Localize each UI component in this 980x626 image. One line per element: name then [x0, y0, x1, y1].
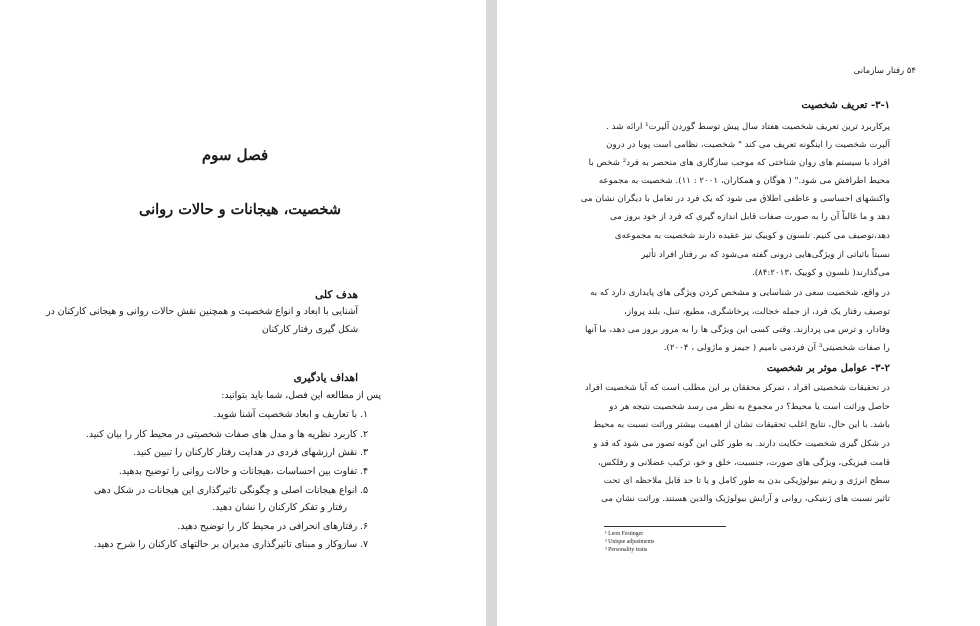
- objectives-heading: اهداف یادگیری: [293, 372, 358, 384]
- body-line: قامت فیزیکی، ویژگی های صورت، جنسیت، خلق و خو، ترکیب عضلانی و رفلکس،: [597, 458, 890, 468]
- running-head: ۵۴ رفتار سازمانی: [853, 66, 916, 76]
- objective-item: ۶. رفتارهای انحرافی در محیط کار را توضیح دهید.: [177, 521, 368, 532]
- body-line: در واقع، شخصیت سعی در شناسایی و مشخص کردن ویژگی های پایداری دارد که به: [590, 288, 890, 298]
- page-gutter: [486, 0, 497, 626]
- objective-item: ۴. تفاوت بین احساسات ،هیجانات و حالات روانی را توضیح بدهید.: [118, 466, 368, 477]
- body-line: محیط اطرافش می شود." ( هوگان و همکاران، ۲۰۰۱ : ۱۱). شخصیت به مجموعه: [598, 176, 890, 186]
- section-title: ۳-۲- عوامل موثر بر شخصیت: [766, 363, 890, 374]
- body-line: آلپرت شخصیت را اینگونه تعریف می کند " شخصیت، نظامی است پویا در درون: [606, 140, 890, 150]
- objective-item: ۲. کاربرد نظریه ها و مدل های صفات شخصیتی در محیط کار را بیان کنید.: [85, 429, 368, 440]
- body-line: حاصل وراثت است یا محیط؟ در مجموع به نظر می رسد شخصیت نتیجه هر دو: [609, 402, 890, 412]
- body-line: دهد و ما غالباً آن را به صورت صفات قابل اندازه گیری که فرد از خود بروز می: [609, 212, 890, 222]
- body-line: افراد با سیستم های روان شناختی که موجب سازگاری های منحصر به فرد² شخص با: [588, 158, 890, 168]
- objective-item: ۷. سازوکار و مبنای تاثیرگذاری مدیران بر حالتهای کارکنان را شرح دهید.: [93, 539, 368, 550]
- body-line: سطح انرژی و ریتم بیولوژیکی بدن به طور کامل و یا تا حد قابل ملاحظه ای تحت: [603, 476, 890, 486]
- chapter-title: شخصیت، هیجانات و حالات روانی: [139, 201, 341, 218]
- body-line: واکنشهای احساسی و عاطفی اطلاق می شود که یک فرد در تعامل با دیگران نشان می: [580, 194, 890, 204]
- body-line: دهد،توصیف می کنیم. نلسون و کوییک نیز عقیده دارند شخصیت به مجموعه‌ی: [614, 231, 890, 241]
- body-line: نسبتاً باثباتی از ویژگی‌هایی درونی گفته می‌شود که بر رفتار افراد تأثیر: [641, 250, 890, 260]
- footnote: ² Unique adjustments: [605, 539, 655, 545]
- left-page: [0, 0, 486, 626]
- goal-heading: هدف کلی: [315, 289, 358, 301]
- footnote: ³ Personality traits: [605, 547, 648, 553]
- chapter-number: فصل سوم: [201, 146, 269, 164]
- goal-line: شکل گیری رفتار کارکنان: [261, 324, 358, 335]
- body-line: در شکل گیری شخصیت حکایت دارند. به طور کلی این گونه تصور می شود که قد و: [593, 439, 890, 449]
- footnote-rule: [604, 526, 726, 527]
- body-line: توصیف رفتار یک فرد، از جمله خجالت، پرخاشگری، مطیع، تنبل، بلند پرواز،: [624, 307, 890, 317]
- objective-item: ۳. نقش ارزشهای فردی در هدایت رفتار کارکنان را تبیین کنید.: [133, 447, 368, 458]
- objective-item: ۵. انواع هیجانات اصلی و چگونگی تاثیرگذاری این هیجانات در شکل دهی: [93, 485, 368, 496]
- body-line: باشد. با این حال، نتایج اغلب تحقیقات نشان از اهمیت بیشتر وراثت نسبت به محیط: [593, 420, 890, 430]
- section-title: ۳-۱- تعریف شخصیت: [801, 100, 890, 111]
- objective-item: رفتار و تفکر کارکنان را نشان دهید.: [212, 502, 347, 513]
- goal-line: آشنایی با ابعاد و انواع شخصیت و همچنین نقش حالات روانی و هیجانی کارکنان در: [46, 306, 358, 317]
- right-page: [497, 0, 980, 626]
- objective-item: ۱. با تعاریف و ابعاد شخصیت آشنا شوید.: [213, 409, 368, 420]
- body-line: پرکاربرد ترین تعریف شخصیت هفتاد سال پیش توسط گوردن آلپرت¹ ارائه شد .: [606, 122, 890, 132]
- body-line: می‌گذارند( نلسون و کوییک ،۸۴:۲۰۱۳).: [751, 268, 890, 278]
- body-line: را صفات شخصیتی³ آن فردمی نامیم ( جیمز و ماژولی ، ۲۰۰۴).: [663, 343, 890, 353]
- objectives-intro: پس از مطالعه این فصل، شما باید بتوانید:: [221, 390, 381, 401]
- body-line: در تحقیقات شخصیتی افراد ، تمرکز محققان بر این مطلب است که آیا شخصیت افراد: [584, 383, 890, 393]
- footnote: ¹ Leon Festinger: [605, 531, 644, 537]
- body-line: تاثیر نسبت های ژنتیکی، روانی و آرایش بیولوژیک والدین هستند. وراثت نشان می: [601, 494, 890, 504]
- body-line: وفادار، و ترس می پردازند. وقتی کسی این ویژگی ها را به مرور بروز می دهد، ما آنها: [585, 325, 890, 335]
